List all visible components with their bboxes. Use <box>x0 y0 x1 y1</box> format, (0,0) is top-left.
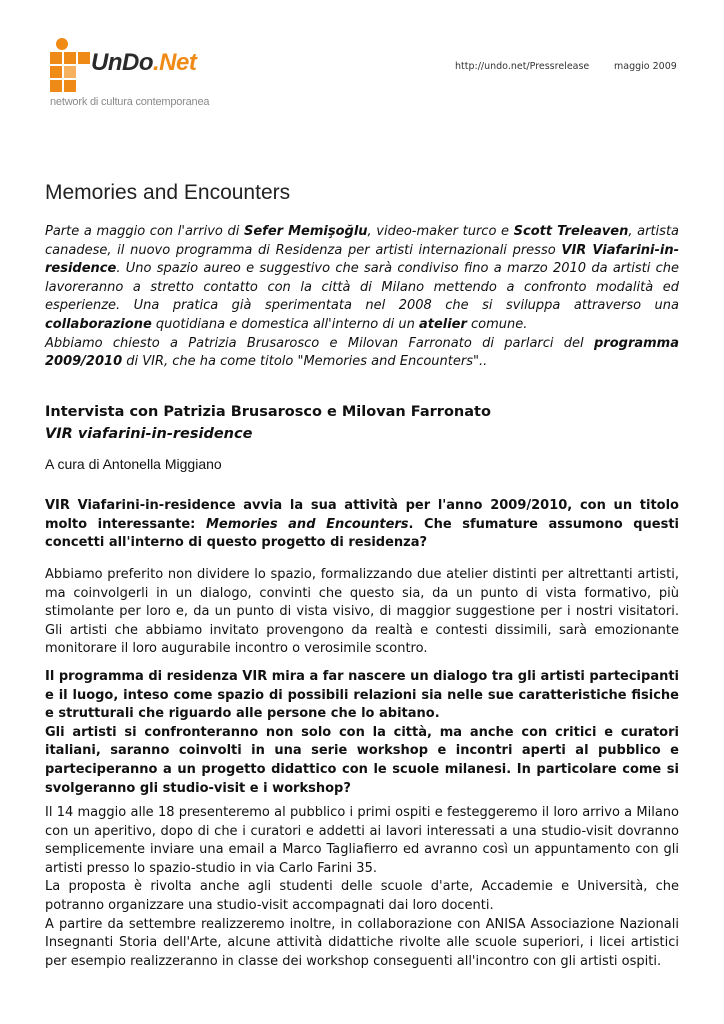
curator-credit: A cura di Antonella Miggiano <box>45 456 222 472</box>
logo-tagline: network di cultura contemporanea <box>50 96 210 108</box>
interview-subheading: VIR viafarini-in-residence <box>45 426 253 442</box>
intro-paragraph-2: Abbiamo chiesto a Patrizia Brusarosco e Milovan Farronato di parlarci del programma 2009/2010 di VIR, che ha come titolo "Memories and Encounters".. <box>45 335 679 370</box>
interview-heading-block <box>45 404 679 472</box>
interview-heading: Intervista con Patrizia Brusarosco e Milovan Farronato <box>45 404 491 420</box>
header-url[interactable]: http://undo.net/Pressrelease <box>455 61 590 72</box>
undo-net-logo[interactable] <box>50 38 210 113</box>
answer-2: Il 14 maggio alle 18 presenteremo al pubblico i primi ospiti e festeggeremo il loro arrivo a Milano con un aperitivo, dopo di che i curatori e addetti ai lavori interessati a una studio-visit dovranno semplicemente inviare una email a Marco Tagliafierro ed avranno così un appuntamento con gli artisti presso lo spazio-studio in via Carlo Farini 35. La proposta è rivolta anche agli studenti delle scuole d'arte, Accademie e Università, che potranno organizzare una studio-visit accompagnati dai loro docenti. A partire da settembre realizzeremo inoltre, in collaborazione con ANISA Associazione Nazionali Insegnanti Storia dell'Arte, alcune attività didattiche rivolte alle scuole superiori, i licei artistici per esempio realizzeranno in classe dei workshop conseguenti all'incontro con gli artisti ospiti. <box>45 805 679 969</box>
question-1: VIR Viafarini-in-residence avvia la sua attività per l'anno 2009/2010, con un titolo molto interessante: Memories and Encounters. Che sfumature assumono questi concetti all'interno di questo progetto di residenza? <box>45 498 679 551</box>
answer-1: Abbiamo preferito non dividere lo spazio, formalizzando due atelier distinti per altrettanti artisti, ma coinvolgerli in un dialogo, convinti che questo sia, da un punto di vista formativo, più stimolante per loro e, da un punto di vista visivo, di maggior suggestione per i nostri visitatori. Gli artisti che abbiamo invitato provengono da realtà e contesti dissimili, sarà emozionante monitorare il loro augurabile incontro o verosimile scontro. <box>45 567 679 657</box>
artist-name: Scott Treleaven <box>513 224 629 239</box>
intro-section <box>45 223 679 372</box>
artist-name: Sefer Memişoğlu <box>244 224 368 239</box>
logo-squares-icon <box>50 38 92 94</box>
page-title: Memories and Encounters <box>45 181 291 204</box>
logo-wordmark: UnDo.Net <box>91 49 197 76</box>
intro-paragraph-1: Parte a maggio con l'arrivo di Sefer Memişoğlu, video-maker turco e Scott Treleaven, artista canadese, il nuovo programma di Residenza per artisti internazionali presso VIR Viafarini-in-residence. Uno spazio aureo e suggestivo che sarà condiviso fino a marzo 2010 da artisti che lavoreranno a stretto contatto con la città di Milano mettendo a confronto modalità ed esperienze. Una pratica già sperimentata nel 2008 che si sviluppa attraverso una collaborazione quotidiana e domestica all'interno di un atelier comune. <box>45 224 680 332</box>
residence-name: VIR Viafarini-in-residence <box>45 242 679 277</box>
question-2: Il programma di residenza VIR mira a far nascere un dialogo tra gli artisti partecipanti e il luogo, inteso come spazio di possibili relazioni sia nelle sue caratteristiche fisiche e strutturali che riguardo alle persone che lo abitano. Gli artisti si confronteranno non solo con la città, ma anche con critici e curatori italiani, saranno coinvolti in una serie workshop e incontri aperti al pubblico e parteciperanno a un progetto didattico con le scuole milanesi. In particolare come si svolgeranno gli studio-visit e i workshop? <box>45 669 680 796</box>
header-date: maggio 2009 <box>614 61 677 72</box>
